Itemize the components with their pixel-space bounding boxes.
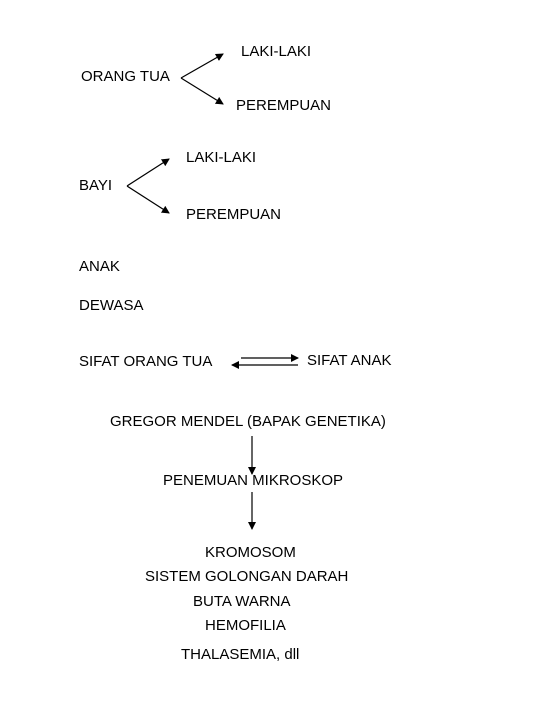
arrow-bayi-to-laki-laki: [127, 159, 169, 186]
group1-upper-label: LAKI-LAKI: [241, 43, 312, 60]
stage-anak: ANAK: [79, 258, 120, 275]
result-kromosom: KROMOSOM: [205, 544, 296, 561]
flow-middle-label: PENEMUAN MIKROSKOP: [163, 472, 344, 489]
group1-parent-label: ORANG TUA: [81, 68, 170, 85]
heredity-right-label: SIFAT ANAK: [307, 352, 392, 369]
result-buta-warna: BUTA WARNA: [193, 593, 291, 610]
group2-parent-label: BAYI: [79, 177, 113, 194]
stage-dewasa: DEWASA: [79, 297, 144, 314]
result-thalasemia: THALASEMIA, dll: [181, 646, 300, 663]
arrow-bayi-to-perempuan: [127, 186, 169, 213]
flow-top-label: GREGOR MENDEL (BAPAK GENETIKA): [110, 413, 386, 430]
group1-lower-label: PEREMPUAN: [236, 97, 332, 114]
group2-lower-label: PEREMPUAN: [186, 206, 282, 223]
arrow-orang-tua-to-perempuan: [181, 78, 223, 104]
heredity-left-label: SIFAT ORANG TUA: [79, 353, 213, 370]
result-golongan-darah: SISTEM GOLONGAN DARAH: [145, 568, 349, 585]
result-hemofilia: HEMOFILIA: [205, 617, 286, 634]
group2-upper-label: LAKI-LAKI: [186, 149, 257, 166]
arrow-orang-tua-to-laki-laki: [181, 54, 223, 78]
